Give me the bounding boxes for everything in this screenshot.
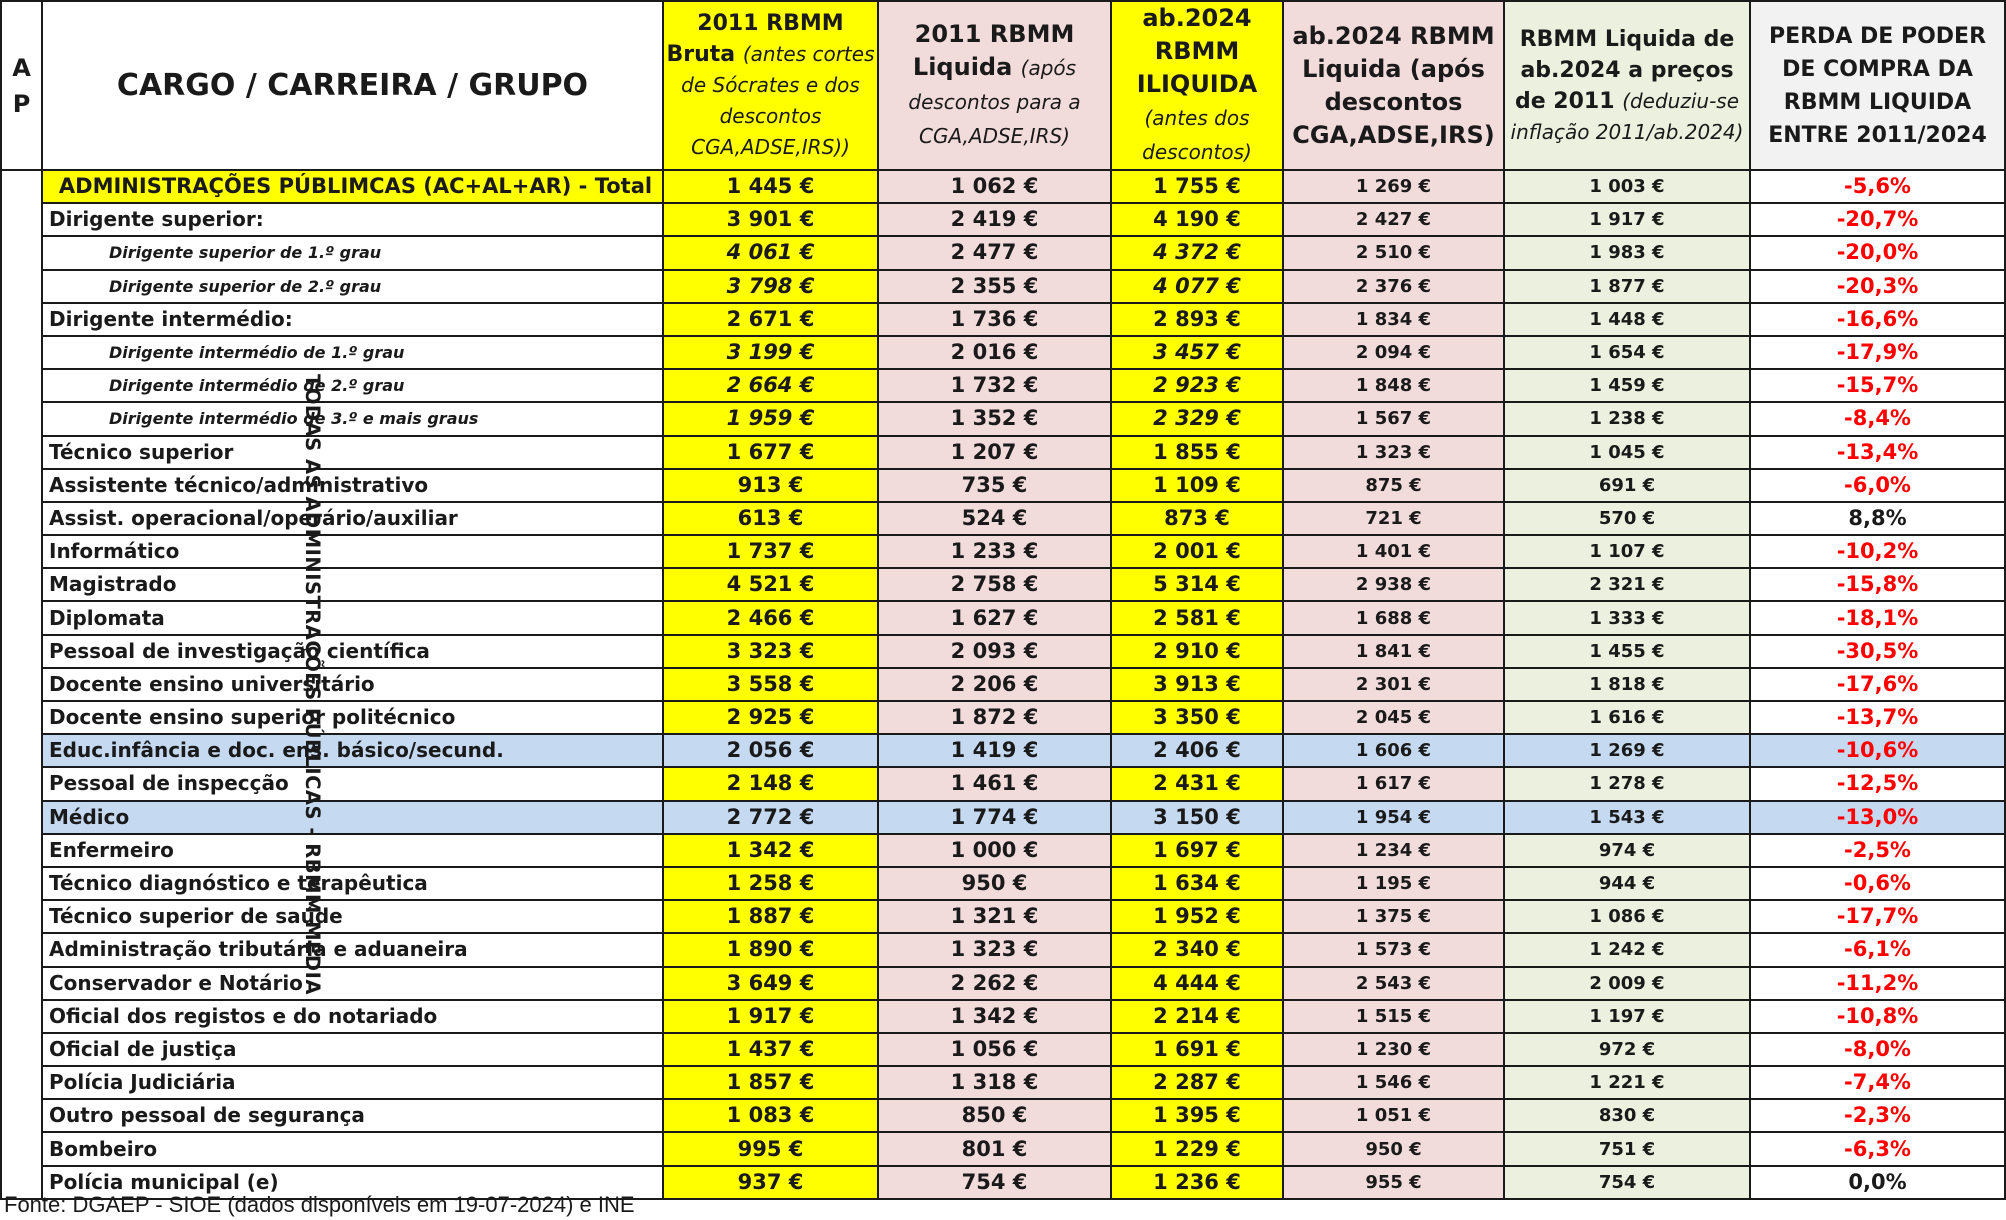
col1-header-main2: Bruta (666, 41, 736, 67)
value-cell-v3: 1 855 € (1111, 436, 1283, 469)
value-cell-v4: 1 617 € (1283, 767, 1504, 800)
value-cell-v1: 3 798 € (663, 270, 878, 303)
total-row (1, 170, 2005, 203)
value-cell-v5: 1 107 € (1504, 535, 1750, 568)
value-cell-v1: 2 925 € (663, 701, 878, 734)
value-cell-v5: 1 197 € (1504, 1000, 1750, 1033)
value-cell-v2: 1 736 € (878, 303, 1111, 336)
row-label: Técnico superior de saúde (42, 900, 663, 933)
value-cell-v1: 1 445 € (663, 170, 878, 203)
row-label: Conservador e Notário (42, 967, 663, 1000)
value-cell-v2: 2 206 € (878, 668, 1111, 701)
value-cell-v5: 1 221 € (1504, 1066, 1750, 1099)
value-cell-v4: 2 510 € (1283, 236, 1504, 269)
value-cell-v3: 3 150 € (1111, 801, 1283, 834)
value-cell-v5: 1 086 € (1504, 900, 1750, 933)
value-cell-v1: 2 772 € (663, 801, 878, 834)
value-cell-v1: 1 437 € (663, 1033, 878, 1066)
value-cell-v6: -10,6% (1750, 734, 2005, 767)
value-cell-v6: -17,7% (1750, 900, 2005, 933)
row-label: Dirigente superior de 1.º grau (42, 236, 663, 269)
row-label: Pessoal de inspecção (42, 767, 663, 800)
value-cell-v1: 3 199 € (663, 336, 878, 369)
row-label: Diplomata (42, 601, 663, 634)
value-cell-v2: 2 419 € (878, 203, 1111, 236)
value-cell-v6: -8,4% (1750, 402, 2005, 435)
row-label: Pessoal de investigação científica (42, 635, 663, 668)
value-cell-v2: 2 355 € (878, 270, 1111, 303)
value-cell-v4: 1 573 € (1283, 933, 1504, 966)
value-cell-v2: 801 € (878, 1132, 1111, 1165)
row-label: Docente ensino universitário (42, 668, 663, 701)
value-cell-v3: 2 329 € (1111, 402, 1283, 435)
value-cell-v5: 1 654 € (1504, 336, 1750, 369)
row-label: Enfermeiro (42, 834, 663, 867)
value-cell-v1: 1 677 € (663, 436, 878, 469)
row-label: Oficial dos registos e do notariado (42, 1000, 663, 1033)
value-cell-v5: 1 003 € (1504, 170, 1750, 203)
value-cell-v1: 913 € (663, 469, 878, 502)
value-cell-v6: -8,0% (1750, 1033, 2005, 1066)
col3-header-main: ab.2024 RBMM ILIQUIDA (1136, 4, 1258, 98)
value-cell-v2: 1 323 € (878, 933, 1111, 966)
value-cell-v3: 2 001 € (1111, 535, 1283, 568)
value-cell-v4: 1 375 € (1283, 900, 1504, 933)
value-cell-v1: 4 521 € (663, 568, 878, 601)
value-cell-v6: -5,6% (1750, 170, 2005, 203)
value-cell-v4: 2 938 € (1283, 568, 1504, 601)
col3-header-sub: (antes dos descontos) (1142, 106, 1252, 164)
value-cell-v6: -16,6% (1750, 303, 2005, 336)
value-cell-v1: 1 890 € (663, 933, 878, 966)
value-cell-v3: 1 634 € (1111, 867, 1283, 900)
table-row (1, 1132, 2005, 1165)
value-cell-v4: 1 515 € (1283, 1000, 1504, 1033)
value-cell-v2: 1 062 € (878, 170, 1111, 203)
value-cell-v6: -6,1% (1750, 933, 2005, 966)
value-cell-v6: -11,2% (1750, 967, 2005, 1000)
value-cell-v4: 1 234 € (1283, 834, 1504, 867)
value-cell-v3: 4 190 € (1111, 203, 1283, 236)
value-cell-v5: 1 455 € (1504, 635, 1750, 668)
row-label: Dirigente intermédio de 3.º e mais graus (42, 402, 663, 435)
value-cell-v2: 1 207 € (878, 436, 1111, 469)
row-label: Outro pessoal de segurança (42, 1099, 663, 1132)
value-cell-v3: 4 444 € (1111, 967, 1283, 1000)
row-label: Assistente técnico/administrativo (42, 469, 663, 502)
value-cell-v5: 1 278 € (1504, 767, 1750, 800)
table-row (1, 270, 2005, 303)
col5-header (1504, 1, 1750, 170)
col3-header (1111, 1, 1283, 170)
value-cell-v5: 1 818 € (1504, 668, 1750, 701)
value-cell-v1: 1 917 € (663, 1000, 878, 1033)
row-label: Dirigente intermédio de 1.º grau (42, 336, 663, 369)
value-cell-v4: 875 € (1283, 469, 1504, 502)
value-cell-v3: 2 340 € (1111, 933, 1283, 966)
value-cell-v1: 2 056 € (663, 734, 878, 767)
table-row (1, 1033, 2005, 1066)
value-cell-v4: 2 427 € (1283, 203, 1504, 236)
value-cell-v4: 1 688 € (1283, 601, 1504, 634)
value-cell-v4: 1 323 € (1283, 436, 1504, 469)
value-cell-v5: 1 242 € (1504, 933, 1750, 966)
value-cell-v4: 2 045 € (1283, 701, 1504, 734)
value-cell-v5: 1 045 € (1504, 436, 1750, 469)
value-cell-v4: 1 401 € (1283, 535, 1504, 568)
value-cell-v5: 830 € (1504, 1099, 1750, 1132)
value-cell-v4: 721 € (1283, 502, 1504, 535)
value-cell-v1: 3 649 € (663, 967, 878, 1000)
value-cell-v3: 3 457 € (1111, 336, 1283, 369)
col6-header: PERDA DE PODER DE COMPRA DA RBMM LIQUIDA ENTRE 2011/2024 (1750, 1, 2005, 170)
col2-header-main: 2011 RBMM Liquida (912, 20, 1075, 81)
value-cell-v6: -17,6% (1750, 668, 2005, 701)
value-cell-v6: -2,5% (1750, 834, 2005, 867)
value-cell-v2: 1 461 € (878, 767, 1111, 800)
value-cell-v2: 1 233 € (878, 535, 1111, 568)
value-cell-v3: 3 350 € (1111, 701, 1283, 734)
value-cell-v6: 0,0% (1750, 1166, 2005, 1199)
value-cell-v1: 995 € (663, 1132, 878, 1165)
value-cell-v3: 2 287 € (1111, 1066, 1283, 1099)
row-label: Dirigente superior: (42, 203, 663, 236)
value-cell-v5: 1 983 € (1504, 236, 1750, 269)
value-cell-v4: 2 543 € (1283, 967, 1504, 1000)
value-cell-v6: -10,2% (1750, 535, 2005, 568)
value-cell-v1: 1 959 € (663, 402, 878, 435)
value-cell-v3: 4 372 € (1111, 236, 1283, 269)
value-cell-v4: 950 € (1283, 1132, 1504, 1165)
value-cell-v5: 1 877 € (1504, 270, 1750, 303)
value-cell-v2: 735 € (878, 469, 1111, 502)
value-cell-v4: 1 546 € (1283, 1066, 1504, 1099)
col4-header: ab.2024 RBMM Liquida (após descontos CGA,ADSE,IRS) (1283, 1, 1504, 170)
table-body (1, 170, 2005, 1199)
value-cell-v2: 1 056 € (878, 1033, 1111, 1066)
value-cell-v4: 2 301 € (1283, 668, 1504, 701)
table-row (1, 336, 2005, 369)
table-row (1, 236, 2005, 269)
value-cell-v5: 974 € (1504, 834, 1750, 867)
col2-header (878, 1, 1111, 170)
row-label: Polícia Judiciária (42, 1066, 663, 1099)
value-cell-v5: 972 € (1504, 1033, 1750, 1066)
row-label: Informático (42, 535, 663, 568)
value-cell-v2: 2 477 € (878, 236, 1111, 269)
row-label: Administração tributária e aduaneira (42, 933, 663, 966)
value-cell-v6: -17,9% (1750, 336, 2005, 369)
value-cell-v3: 2 893 € (1111, 303, 1283, 336)
row-label: Magistrado (42, 568, 663, 601)
value-cell-v5: 944 € (1504, 867, 1750, 900)
row-label: Dirigente intermédio de 2.º grau (42, 369, 663, 402)
row-label: Dirigente intermédio: (42, 303, 663, 336)
table-row (1, 1099, 2005, 1132)
value-cell-v6: -20,0% (1750, 236, 2005, 269)
value-cell-v6: -13,0% (1750, 801, 2005, 834)
source-note: Fonte: DGAEP - SIOE (dados disponíveis em 19-07-2024) e INE (4, 1192, 635, 1217)
value-cell-v3: 1 697 € (1111, 834, 1283, 867)
value-cell-v4: 1 954 € (1283, 801, 1504, 834)
row-label: Médico (42, 801, 663, 834)
value-cell-v3: 1 755 € (1111, 170, 1283, 203)
value-cell-v6: -13,4% (1750, 436, 2005, 469)
value-cell-v1: 937 € (663, 1166, 878, 1199)
table-row (1, 303, 2005, 336)
table-row (1, 1000, 2005, 1033)
col2-header-sub: (após descontos para a CGA,ADSE,IRS) (908, 56, 1081, 148)
table-row (1, 1066, 2005, 1099)
col5-header-sub: (deduziu-se inflação 2011/ab.2024) (1510, 88, 1744, 144)
value-cell-v2: 1 732 € (878, 369, 1111, 402)
value-cell-v1: 3 323 € (663, 635, 878, 668)
value-cell-v6: 8,8% (1750, 502, 2005, 535)
value-cell-v5: 751 € (1504, 1132, 1750, 1165)
row-label: Docente ensino superior politécnico (42, 701, 663, 734)
value-cell-v5: 1 917 € (1504, 203, 1750, 236)
value-cell-v6: -13,7% (1750, 701, 2005, 734)
row-label: Bombeiro (42, 1132, 663, 1165)
value-cell-v1: 1 887 € (663, 900, 878, 933)
value-cell-v1: 3 901 € (663, 203, 878, 236)
cargo-header: CARGO / CARREIRA / GRUPO (42, 1, 663, 170)
row-label: ADMINISTRAÇÕES PÚBLIMCAS (AC+AL+AR) - Total (42, 170, 663, 203)
value-cell-v4: 1 834 € (1283, 303, 1504, 336)
value-cell-v4: 1 841 € (1283, 635, 1504, 668)
row-label: Educ.infância e doc. ens. básico/secund. (42, 734, 663, 767)
ap-letter-a: A (12, 53, 31, 82)
value-cell-v2: 524 € (878, 502, 1111, 535)
value-cell-v5: 2 321 € (1504, 568, 1750, 601)
value-cell-v2: 1 627 € (878, 601, 1111, 634)
row-label: Oficial de justiça (42, 1033, 663, 1066)
value-cell-v5: 1 448 € (1504, 303, 1750, 336)
value-cell-v5: 1 616 € (1504, 701, 1750, 734)
value-cell-v1: 2 148 € (663, 767, 878, 800)
value-cell-v3: 1 109 € (1111, 469, 1283, 502)
value-cell-v6: -18,1% (1750, 601, 2005, 634)
col1-header (663, 1, 878, 170)
value-cell-v1: 2 671 € (663, 303, 878, 336)
value-cell-v5: 1 543 € (1504, 801, 1750, 834)
value-cell-v3: 1 236 € (1111, 1166, 1283, 1199)
value-cell-v3: 2 581 € (1111, 601, 1283, 634)
value-cell-v1: 3 558 € (663, 668, 878, 701)
value-cell-v2: 754 € (878, 1166, 1111, 1199)
value-cell-v3: 2 431 € (1111, 767, 1283, 800)
value-cell-v4: 1 606 € (1283, 734, 1504, 767)
value-cell-v4: 1 051 € (1283, 1099, 1504, 1132)
value-cell-v3: 4 077 € (1111, 270, 1283, 303)
ap-header (1, 1, 42, 170)
value-cell-v4: 1 269 € (1283, 170, 1504, 203)
value-cell-v2: 1 342 € (878, 1000, 1111, 1033)
row-label: Dirigente superior de 2.º grau (42, 270, 663, 303)
value-cell-v6: -20,7% (1750, 203, 2005, 236)
value-cell-v3: 1 229 € (1111, 1132, 1283, 1165)
value-cell-v3: 2 923 € (1111, 369, 1283, 402)
value-cell-v5: 754 € (1504, 1166, 1750, 1199)
value-cell-v3: 2 910 € (1111, 635, 1283, 668)
col1-header-sub: (antes cortes de Sócrates e dos descontos CGA,ADSE,IRS)) (681, 41, 875, 159)
value-cell-v2: 2 758 € (878, 568, 1111, 601)
value-cell-v6: -12,5% (1750, 767, 2005, 800)
value-cell-v1: 2 466 € (663, 601, 878, 634)
value-cell-v4: 1 567 € (1283, 402, 1504, 435)
value-cell-v3: 1 691 € (1111, 1033, 1283, 1066)
value-cell-v5: 1 459 € (1504, 369, 1750, 402)
value-cell-v1: 1 083 € (663, 1099, 878, 1132)
ap-letter-p: P (12, 89, 31, 118)
value-cell-v4: 2 094 € (1283, 336, 1504, 369)
value-cell-v2: 2 016 € (878, 336, 1111, 369)
value-cell-v1: 613 € (663, 502, 878, 535)
value-cell-v2: 1 774 € (878, 801, 1111, 834)
value-cell-v3: 5 314 € (1111, 568, 1283, 601)
value-cell-v6: -15,7% (1750, 369, 2005, 402)
value-cell-v2: 1 321 € (878, 900, 1111, 933)
value-cell-v4: 1 848 € (1283, 369, 1504, 402)
value-cell-v1: 1 342 € (663, 834, 878, 867)
value-cell-v1: 4 061 € (663, 236, 878, 269)
value-cell-v6: -15,8% (1750, 568, 2005, 601)
row-label: Polícia municipal (e) (42, 1166, 663, 1199)
value-cell-v2: 950 € (878, 867, 1111, 900)
value-cell-v5: 1 238 € (1504, 402, 1750, 435)
row-label: Técnico diagnóstico e terapêutica (42, 867, 663, 900)
value-cell-v2: 2 262 € (878, 967, 1111, 1000)
value-cell-v4: 955 € (1283, 1166, 1504, 1199)
value-cell-v3: 2 406 € (1111, 734, 1283, 767)
value-cell-v4: 1 195 € (1283, 867, 1504, 900)
value-cell-v2: 1 318 € (878, 1066, 1111, 1099)
value-cell-v1: 2 664 € (663, 369, 878, 402)
value-cell-v6: -6,0% (1750, 469, 2005, 502)
value-cell-v6: -0,6% (1750, 867, 2005, 900)
value-cell-v3: 1 395 € (1111, 1099, 1283, 1132)
value-cell-v5: 691 € (1504, 469, 1750, 502)
value-cell-v2: 1 000 € (878, 834, 1111, 867)
value-cell-v5: 1 333 € (1504, 601, 1750, 634)
value-cell-v6: -30,5% (1750, 635, 2005, 668)
value-cell-v5: 2 009 € (1504, 967, 1750, 1000)
value-cell-v2: 1 872 € (878, 701, 1111, 734)
value-cell-v2: 2 093 € (878, 635, 1111, 668)
value-cell-v5: 570 € (1504, 502, 1750, 535)
value-cell-v6: -20,3% (1750, 270, 2005, 303)
value-cell-v2: 1 352 € (878, 402, 1111, 435)
value-cell-v3: 2 214 € (1111, 1000, 1283, 1033)
value-cell-v1: 1 737 € (663, 535, 878, 568)
value-cell-v3: 873 € (1111, 502, 1283, 535)
value-cell-v6: -6,3% (1750, 1132, 2005, 1165)
side-label: TODAS AS ADMINISTRAÇÕES PÚBLICAS - RBMM MÉDIA (300, 373, 324, 995)
col1-header-main: 2011 RBMM (697, 10, 844, 36)
value-cell-v2: 1 419 € (878, 734, 1111, 767)
value-cell-v6: -10,8% (1750, 1000, 2005, 1033)
header-row (1, 1, 2005, 170)
value-cell-v4: 1 230 € (1283, 1033, 1504, 1066)
row-label: Assist. operacional/operário/auxiliar (42, 502, 663, 535)
value-cell-v6: -2,3% (1750, 1099, 2005, 1132)
value-cell-v3: 1 952 € (1111, 900, 1283, 933)
col5-header-main: RBMM Liquida de ab.2024 a preços de 2011 (1514, 26, 1735, 114)
value-cell-v2: 850 € (878, 1099, 1111, 1132)
table-row (1, 203, 2005, 236)
value-cell-v5: 1 269 € (1504, 734, 1750, 767)
value-cell-v4: 2 376 € (1283, 270, 1504, 303)
row-label: Técnico superior (42, 436, 663, 469)
value-cell-v6: -7,4% (1750, 1066, 2005, 1099)
value-cell-v1: 1 857 € (663, 1066, 878, 1099)
value-cell-v3: 3 913 € (1111, 668, 1283, 701)
value-cell-v1: 1 258 € (663, 867, 878, 900)
